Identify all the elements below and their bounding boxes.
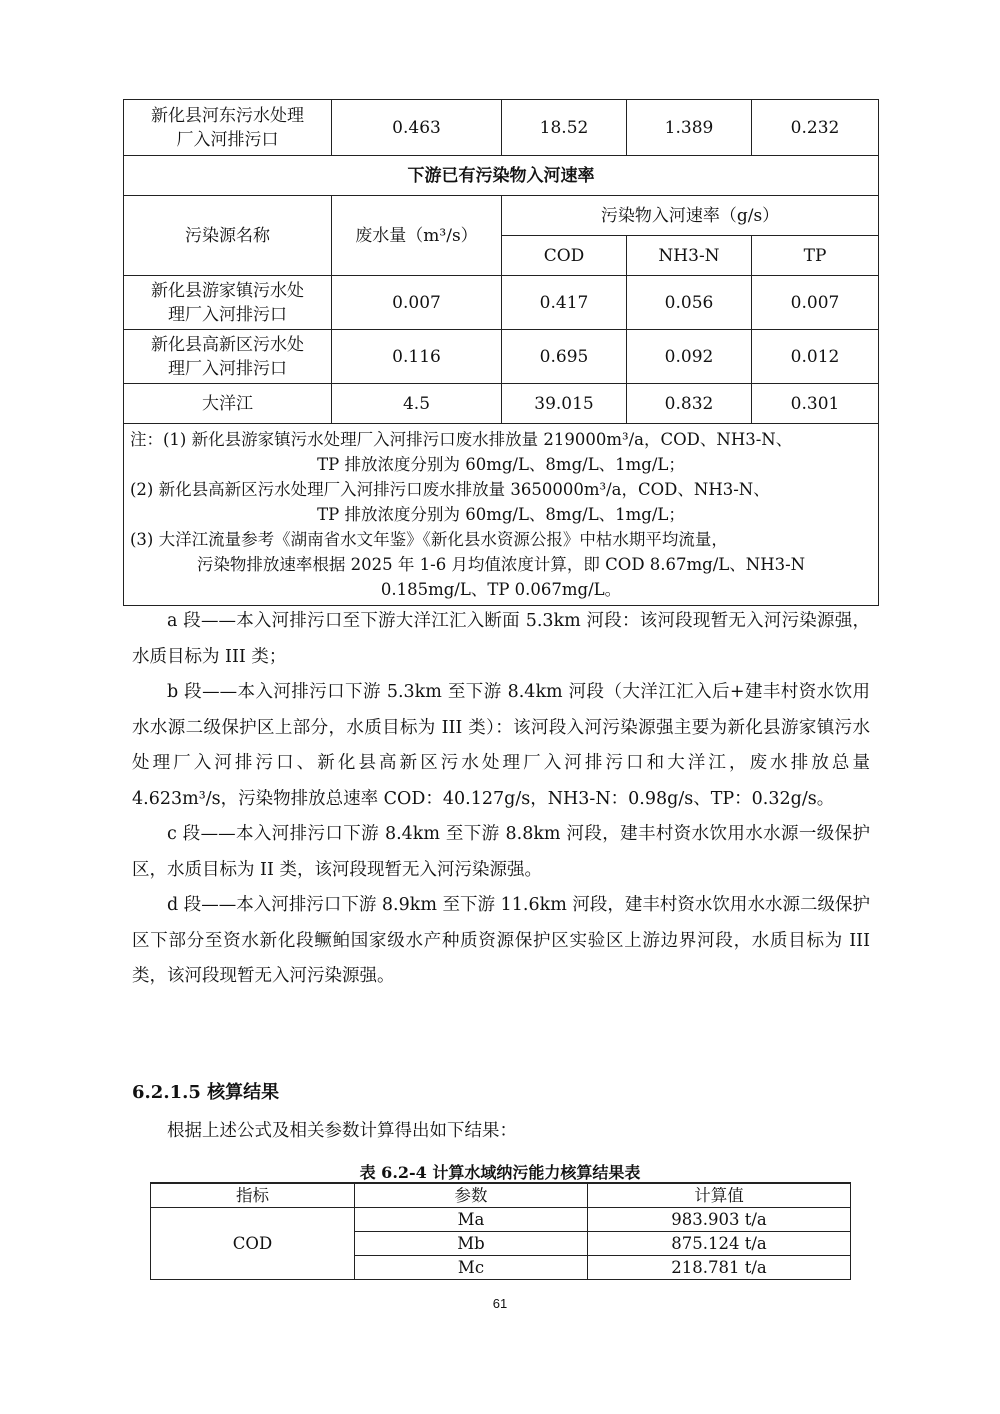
paragraph-c: c 段——本入河排污口下游 8.4km 至下游 8.8km 河段，建丰村资水饮用水水源一级保护区，水质目标为 II 类，该河段现暂无入河污染源强。 <box>132 824 870 880</box>
note-line: 污染物排放速率根据 2025 年 1-6 月均值浓度计算，即 COD 8.67mg/L、NH3-N <box>196 555 806 574</box>
header-value: 计算值 <box>588 1183 851 1208</box>
cod-cell: 39.015 <box>502 384 627 424</box>
header-flow: 废水量（m³/s） <box>332 196 502 276</box>
header-row <box>124 196 879 236</box>
header-param: 参数 <box>355 1183 588 1208</box>
table-row <box>151 1208 851 1232</box>
table-notes <box>124 424 879 606</box>
indicator-cell: COD <box>151 1208 355 1280</box>
table-row <box>124 100 879 156</box>
source-name-cell: 大洋江 <box>124 384 332 424</box>
header-source-name: 污染源名称 <box>124 196 332 276</box>
source-name-cell: 新化县游家镇污水处 理厂入河排污口 <box>124 276 332 330</box>
section-heading: 6.2.1.5 核算结果 <box>132 1082 280 1103</box>
note-line: 0.185mg/L、TP 0.067mg/L。 <box>380 580 622 599</box>
note-line: (3) 大洋江流量参考《湖南省水文年鉴》《新化县水资源公报》中枯水期平均流量， <box>130 530 728 549</box>
value-cell: 218.781 t/a <box>588 1256 851 1280</box>
tp-cell: 0.232 <box>752 100 879 156</box>
note-line: TP 排放浓度分别为 60mg/L、8mg/L、1mg/L； <box>317 505 685 524</box>
page-number: 61 <box>492 1296 508 1311</box>
intro-text: 根据上述公式及相关参数计算得出如下结果： <box>167 1121 517 1141</box>
cod-cell: 0.417 <box>502 276 627 330</box>
flow-cell: 0.007 <box>332 276 502 330</box>
tp-cell: 0.012 <box>752 330 879 384</box>
notes-row <box>124 424 879 606</box>
nh3n-cell: 0.832 <box>627 384 752 424</box>
nh3n-cell: 0.092 <box>627 330 752 384</box>
table-caption: 表 6.2-4 计算水域纳污能力核算结果表 <box>359 1163 641 1182</box>
note-line: TP 排放浓度分别为 60mg/L、8mg/L、1mg/L； <box>317 455 685 474</box>
header-cod: COD <box>502 236 627 276</box>
tp-cell: 0.301 <box>752 384 879 424</box>
body-text <box>132 604 870 995</box>
capacity-result-table <box>150 1182 851 1280</box>
note-line: 注：(1) 新化县游家镇污水处理厂入河排污口废水排放量 219000m³/a，COD、NH3-N、 <box>130 430 793 449</box>
value-cell: 983.903 t/a <box>588 1208 851 1232</box>
param-cell: Mb <box>355 1232 588 1256</box>
cod-cell: 18.52 <box>502 100 627 156</box>
tp-cell: 0.007 <box>752 276 879 330</box>
table-row <box>124 384 879 424</box>
nh3n-cell: 0.056 <box>627 276 752 330</box>
table-row <box>124 276 879 330</box>
flow-cell: 0.116 <box>332 330 502 384</box>
section-row <box>124 156 879 196</box>
header-tp: TP <box>752 236 879 276</box>
param-cell: Ma <box>355 1208 588 1232</box>
nh3n-cell: 1.389 <box>627 100 752 156</box>
paragraph-a: a 段——本入河排污口至下游大洋江汇入断面 5.3km 河段：该河段现暂无入河污染源强，水质目标为 III 类； <box>132 611 870 667</box>
pollution-rate-table <box>123 99 879 606</box>
source-name-cell: 新化县河东污水处理 厂入河排污口 <box>124 100 332 156</box>
header-indicator: 指标 <box>151 1183 355 1208</box>
section-title: 下游已有污染物入河速率 <box>124 156 879 196</box>
note-line: (2) 新化县高新区污水处理厂入河排污口废水排放量 3650000m³/a，COD、NH3-N、 <box>130 480 770 499</box>
paragraph-d: d 段——本入河排污口下游 8.9km 至下游 11.6km 河段，建丰村资水饮用水水源二级保护区下部分至资水新化段鳜鲌国家级水产种质资源保护区实验区上游边界河段，水质目标为 III 类，该河段现暂无入河污染源强。 <box>132 895 870 986</box>
paragraph-b: b 段——本入河排污口下游 5.3km 至下游 8.4km 河段（大洋江汇入后+建丰村资水饮用水水源二级保护区上部分，水质目标为 III 类）：该河段入河污染源强主要为新化县游家镇污水处理厂入河排污口、新化县高新区污水处理厂入河排污口和大洋江，废水排放总量 4.623m³/s，污染物排放总速率 COD：40.127g/s，NH3-N：0.98g/s、TP：0.32g/s。 <box>132 682 870 809</box>
cod-cell: 0.695 <box>502 330 627 384</box>
table-row <box>124 330 879 384</box>
header-nh3n: NH3-N <box>627 236 752 276</box>
source-name-cell: 新化县高新区污水处 理厂入河排污口 <box>124 330 332 384</box>
header-rate: 污染物入河速率（g/s） <box>502 196 879 236</box>
param-cell: Mc <box>355 1256 588 1280</box>
header-row <box>151 1183 851 1208</box>
flow-cell: 4.5 <box>332 384 502 424</box>
value-cell: 875.124 t/a <box>588 1232 851 1256</box>
flow-cell: 0.463 <box>332 100 502 156</box>
